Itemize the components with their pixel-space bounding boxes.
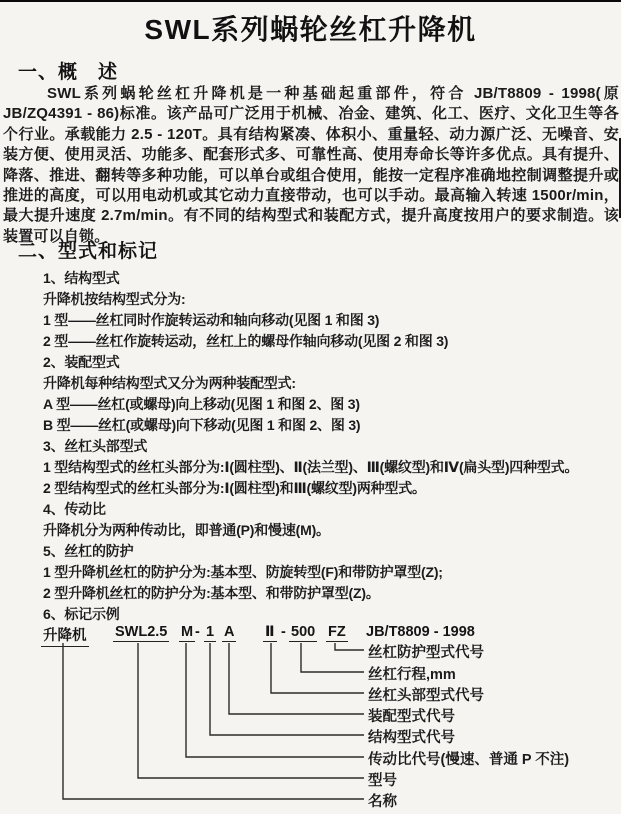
marking-token-travel: 500 xyxy=(291,624,316,640)
marking-token-dash-2: - xyxy=(281,624,286,640)
marking-token-protection: FZ xyxy=(328,624,346,640)
marking-label-screw-head-type: 丝杠头部型式代号 xyxy=(368,688,484,704)
marking-label-ratio-code: 传动比代号(慢速、普通 P 不注) xyxy=(368,752,570,768)
marking-label-name: 名称 xyxy=(368,794,397,810)
types-line: 2 型——丝杠作旋转运动，丝杠上的螺母作轴向移动(见图 2 和图 3) xyxy=(43,333,449,349)
marking-token-dash-1: - xyxy=(195,624,200,640)
types-line: 1、结构型式 xyxy=(43,270,120,286)
types-line: 4、传动比 xyxy=(43,501,106,517)
marking-token-standard: JB/T8809 - 1998 xyxy=(366,624,475,640)
marking-leader-lines xyxy=(0,618,621,814)
types-line: 2 型结构型式的丝杠头部分为:Ⅰ(圆柱型)和Ⅲ(螺纹型)两种型式。 xyxy=(43,480,426,496)
types-line: 升降机每种结构型式又分为两种装配型式: xyxy=(43,375,296,391)
types-line: 升降机分为两种传动比，即普通(P)和慢速(M)。 xyxy=(43,522,330,538)
types-line: 2 型升降机丝杠的防护分为:基本型、和带防护罩型(Z)。 xyxy=(43,585,380,601)
types-line: 1 型升降机丝杠的防护分为:基本型、防旋转型(F)和带防护罩型(Z); xyxy=(43,564,443,580)
types-line: 1 型——丝杠同时作旋转运动和轴向移动(见图 1 和图 3) xyxy=(43,312,380,328)
marking-label-screw-travel: 丝杠行程,mm xyxy=(368,667,456,683)
marking-label-model: 型号 xyxy=(368,773,397,789)
types-line: A 型——丝杠(或螺母)向上移动(见图 1 和图 2、图 3) xyxy=(43,396,360,412)
types-line: 5、丝杠的防护 xyxy=(43,543,134,559)
marking-token-name: 升降机 xyxy=(41,624,89,647)
marking-token-head: Ⅱ xyxy=(265,624,275,640)
types-and-marking-list xyxy=(43,268,621,625)
overview-paragraph: SWL系列蜗轮丝杠升降机是一种基础起重部件，符合 JB/T8809 - 1998(原 JB/ZQ4391 - 86)标准。该产品可广泛用于机械、冶金、建筑、化工、医疗、文化卫生等各个行业。承载能力 2.5 - 120T。具有结构紧凑、体积小、重量轻、动力源广泛、无噪音、安装方便、使用灵活、功能多、配套形式多、可靠性高、使用寿命长等许多优点。具有提升、降落、推进、翻转等多种功能，可以单台或组合使用，能按一定程序准确地控制调整提升或推进的高度，可以用电动机或其它动力直接带动，也可以手动。最高输入转速 1500r/min，最大提升速度 2.7m/min。有不同的结构型式和装配方式，提升高度按用户的要求制造。该装置可以自锁。 xyxy=(3,85,619,245)
types-line: B 型——丝杠(或螺母)向下移动(见图 1 和图 2、图 3) xyxy=(43,417,361,433)
types-line: 3、丝杠头部型式 xyxy=(43,438,148,454)
marking-label-structure-type: 结构型式代号 xyxy=(368,730,455,746)
types-line: 1 型结构型式的丝杠头部分为:Ⅰ(圆柱型)、Ⅱ(法兰型)、Ⅲ(螺纹型)和Ⅳ(扁头型)四种型式。 xyxy=(43,459,579,475)
section-types-heading: 二、型式和标记 xyxy=(18,241,159,262)
scan-top-edge-line xyxy=(0,0,621,2)
marking-label-protection-type: 丝杠防护型式代号 xyxy=(368,645,484,661)
section-overview-heading: 一、概 述 xyxy=(18,62,119,83)
marking-token-model: SWL2.5 xyxy=(115,624,168,640)
types-line: 2、装配型式 xyxy=(43,354,120,370)
marking-token-assembly: A xyxy=(224,624,235,640)
types-line: 升降机按结构型式分为: xyxy=(43,291,186,307)
page-title: SWL系列蜗轮丝杠升降机 xyxy=(144,14,477,45)
types-line: 6、标记示例 xyxy=(43,606,120,622)
marking-token-structure: 1 xyxy=(206,624,215,640)
marking-token-ratio: M xyxy=(181,624,194,640)
marking-label-assembly-type: 装配型式代号 xyxy=(368,709,455,725)
